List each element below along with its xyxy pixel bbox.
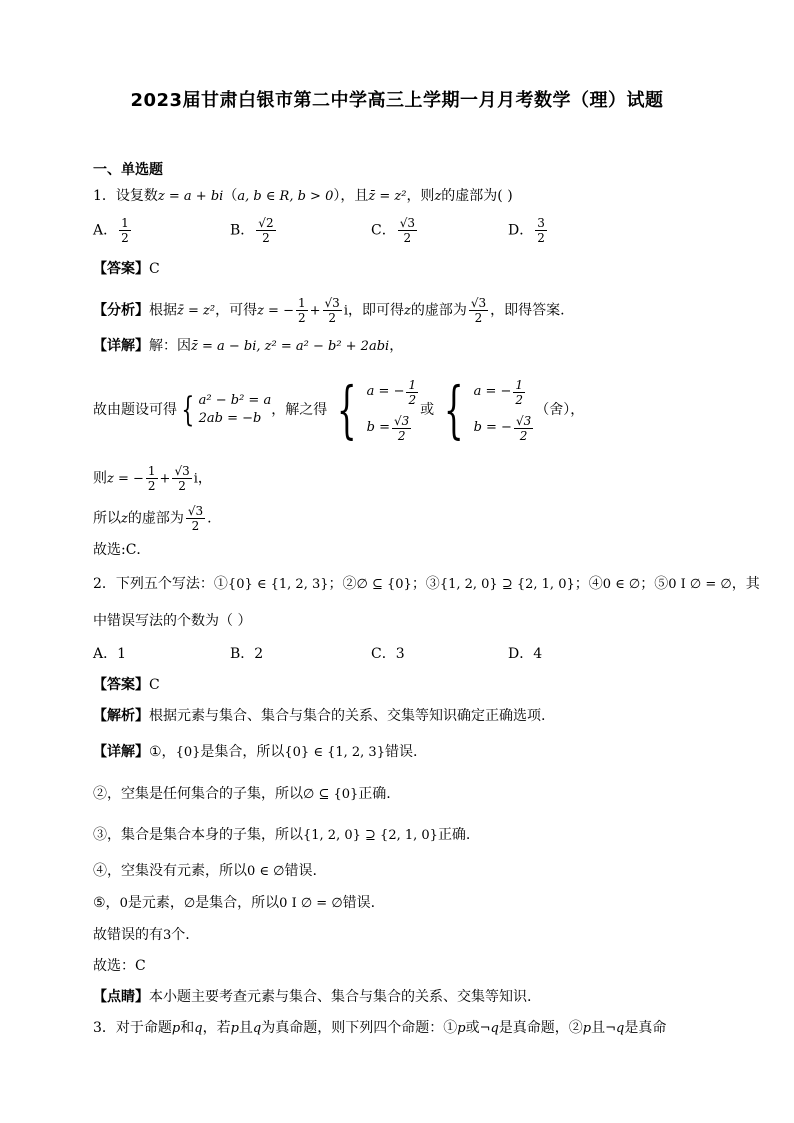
denominator: 2 (397, 428, 406, 443)
text: 个. (171, 927, 190, 943)
math-var: p (230, 1021, 239, 1036)
denominator: 2 (262, 231, 270, 245)
math-expr: {0} (175, 745, 201, 760)
page-title: 2023届甘肃白银市第二中学高三上学期一月月考数学（理）试题 (130, 90, 664, 111)
text: ；③ (411, 576, 440, 592)
fraction (398, 216, 417, 245)
fraction (406, 378, 418, 407)
fraction (514, 414, 533, 443)
math-expr: z̄ = a − bi, z² = a² − b² + 2abi (191, 339, 390, 354)
system-row: a² − b² = a (198, 393, 272, 408)
question-2-detail-1 (93, 743, 417, 762)
brace: { (443, 373, 464, 446)
question-2-detail-3 (93, 826, 470, 845)
denominator: 2 (297, 311, 306, 325)
numerator: 1 (121, 216, 129, 230)
text: ；⑤ (640, 576, 669, 592)
math-expr: {0} ∈ {1, 2, 3} (284, 745, 385, 760)
text: 的虚部为 (410, 302, 467, 319)
text: 故错误的有 (93, 927, 163, 943)
fraction (392, 414, 411, 443)
answer-tag: 【答案】 (93, 677, 149, 693)
solution-system-2 (434, 374, 535, 446)
option-label: A． (93, 222, 118, 239)
math-expr: a = − (366, 384, 405, 399)
math-expr: 0 I ∅ = ∅ (668, 577, 732, 592)
denominator: 2 (519, 428, 528, 443)
math-expr: z = − (107, 471, 144, 487)
denominator: 2 (121, 231, 129, 245)
math-expr: a = − (473, 384, 512, 399)
math-expr: ∅ ⊆ {0} (356, 577, 412, 592)
math-expr: 0 ∈ ∅ (602, 577, 641, 592)
option-d (508, 216, 549, 245)
text: ，若 (202, 1020, 231, 1036)
math-expr: {1, 2, 0} ⊇ {2, 1, 0} (439, 577, 575, 592)
question-1-detail (93, 337, 403, 356)
analysis-tag: 【分析】 (93, 302, 149, 319)
system-row (474, 410, 536, 446)
denominator: 2 (328, 311, 336, 325)
numerator: √3 (394, 413, 410, 428)
option-label: B． (230, 222, 255, 239)
system-row (474, 374, 536, 410)
numerator: 3 (537, 216, 545, 230)
text: 是元素， (127, 895, 184, 911)
option-d: D．4 (508, 646, 543, 662)
question-2-detail-2 (93, 785, 391, 804)
text: 根据 (149, 302, 177, 319)
math-expr: ¬q (605, 1021, 625, 1036)
math-var: p (457, 1021, 466, 1036)
math-var: i (343, 303, 348, 319)
math-var: i (193, 471, 198, 487)
fraction (513, 378, 525, 407)
fraction (172, 464, 191, 493)
system-rows (367, 374, 420, 446)
denominator: 2 (191, 519, 200, 533)
text: ），且 (333, 188, 369, 204)
fraction (296, 296, 308, 325)
question-1-detail-systems (93, 372, 584, 448)
text: ，则 (406, 188, 435, 204)
text: 为真命题，则下列四个命题：① (261, 1020, 458, 1036)
numerator: 1 (515, 377, 524, 392)
answer-tag: 【答案】 (93, 261, 149, 277)
denominator: 2 (403, 231, 412, 245)
text: 本小题主要考查元素与集合、集合与集合的关系、交集等知识. (149, 989, 532, 1005)
text: 3．对于命题 (93, 1020, 172, 1036)
math-expr: z = a + bi (157, 189, 224, 204)
system-row (367, 410, 420, 446)
text: （ (223, 188, 238, 204)
math-expr: a, b ∈ R, b > 0 (237, 189, 334, 204)
question-2-remark (93, 988, 531, 1006)
question-2-detail-5 (93, 894, 375, 913)
question-1-stem (93, 187, 513, 206)
numerator: √3 (187, 504, 204, 518)
denominator: 2 (537, 231, 545, 245)
question-2-analysis (93, 707, 545, 725)
math-var: z (121, 511, 128, 527)
numerator: √3 (399, 216, 415, 230)
option-c: C．3 (371, 646, 405, 662)
text: ①， (149, 744, 176, 760)
text: 1．设复数 (93, 188, 158, 204)
question-2-conclusion (93, 926, 190, 945)
system-row (367, 374, 420, 410)
question-2-choice: 故选：C (93, 958, 146, 974)
brace: { (181, 390, 195, 430)
denominator: 2 (474, 311, 483, 325)
text: 是真命题，② (498, 1020, 583, 1036)
text: 是真命 (624, 1020, 667, 1036)
answer-value: C (149, 677, 160, 693)
system-rows (199, 392, 272, 428)
numerator: √3 (470, 296, 487, 310)
remark-tag: 【点睛】 (93, 989, 149, 1005)
math-expr: z = − (257, 303, 294, 319)
math-expr: ∅ ⊆ {0} (303, 787, 359, 802)
fraction (469, 296, 488, 325)
math-expr: b = (366, 420, 391, 435)
question-1-choice: 故选:C． (93, 542, 151, 558)
math-expr: {0} ∈ {1, 2, 3} (227, 577, 329, 592)
answer-value: C (149, 261, 160, 277)
math-var: p (582, 1021, 592, 1036)
fraction (186, 504, 205, 533)
text: ；② (328, 576, 357, 592)
question-1-answer (93, 260, 160, 278)
math-var: p (171, 1021, 181, 1036)
question-1-detail-imag (93, 504, 212, 533)
math-expr: b = − (473, 420, 512, 435)
question-2-detail-4 (93, 862, 317, 881)
math-var: q (194, 1021, 203, 1036)
math-op: + (309, 303, 321, 319)
question-2-stem (93, 575, 760, 594)
option-label: D． (508, 222, 534, 239)
question-1-detail-z (93, 464, 212, 493)
text: 或 (420, 402, 435, 418)
text: 且 (238, 1020, 253, 1036)
math-var: z (403, 303, 411, 319)
text: 所以 (93, 510, 121, 527)
text: ，即得答案. (490, 302, 565, 319)
analysis-tag: 【解析】 (93, 708, 149, 724)
denominator: 2 (408, 392, 417, 407)
text: 的虚部为( ) (441, 188, 513, 204)
text: （舍）， (535, 402, 585, 418)
option-a: A．1 (93, 646, 127, 662)
numerator: 1 (408, 377, 417, 392)
fraction (146, 464, 158, 493)
numerator: √3 (174, 464, 190, 478)
denominator: 2 (147, 479, 156, 493)
math-expr: ∅ (183, 896, 196, 911)
text: ， (197, 470, 212, 487)
math-expr: 0 (119, 896, 128, 911)
text: 根据元素与集合、集合与集合的关系、交集等知识确定正确选项. (149, 708, 546, 724)
text: 故由题设可得 (93, 402, 177, 418)
solution-system-1 (327, 374, 420, 446)
text: . (207, 510, 212, 527)
text: ，解之得 (271, 402, 328, 418)
math-expr: 0 I ∅ = ∅ (279, 896, 343, 911)
fraction (119, 216, 131, 245)
numerator: √3 (324, 296, 340, 310)
equation-system (177, 392, 271, 428)
numerator: √2 (258, 216, 274, 230)
text: ③，集合是集合本身的子集，所以 (93, 827, 303, 843)
math-number: 3 (163, 928, 172, 943)
text: 解：因 (149, 338, 191, 354)
text: ②，空集是任何集合的子集，所以 (93, 786, 303, 802)
system-row: 2ab = −b (198, 411, 262, 426)
detail-tag: 【详解】 (93, 338, 149, 354)
section-heading: 一、单选题 (93, 162, 163, 178)
math-var: z (434, 189, 442, 204)
text: 2．下列五个写法：① (93, 576, 228, 592)
question-3-stem (93, 1019, 666, 1038)
text: ④，空集没有元素，所以 (93, 863, 247, 879)
math-expr: 0 ∈ ∅ (247, 864, 285, 879)
option-b (230, 216, 278, 245)
denominator: 2 (515, 392, 524, 407)
text: 错误. (284, 863, 317, 879)
math-op: + (159, 471, 171, 487)
math-expr: z̄ = z² (177, 303, 216, 319)
text: 错误. (384, 744, 418, 760)
denominator: 2 (178, 479, 186, 493)
numerator: √3 (515, 413, 532, 428)
option-a (93, 216, 133, 245)
text: ⑤， (93, 895, 120, 911)
question-1-analysis (93, 296, 565, 325)
text: 错误. (342, 895, 376, 911)
math-expr: {1, 2, 0} ⊇ {2, 1, 0} (303, 828, 438, 843)
text: ， (389, 338, 404, 354)
text: ，即可得 (347, 302, 404, 319)
question-2-answer (93, 676, 160, 694)
text: 或 (465, 1020, 480, 1036)
math-var: q (252, 1021, 262, 1036)
text: 且 (591, 1020, 606, 1036)
option-b: B．2 (230, 646, 264, 662)
detail-tag: 【详解】 (93, 744, 149, 760)
question-2-stem-cont: 中错误写法的个数为（ ） (93, 613, 252, 629)
fraction (256, 216, 275, 245)
math-expr: z̄ = z² (368, 189, 407, 204)
system-rows (474, 374, 536, 446)
brace: { (337, 373, 357, 446)
text: 是集合，所以 (200, 744, 285, 760)
text: 的虚部为 (127, 510, 184, 527)
text: ；④ (574, 576, 603, 592)
text: 和 (180, 1020, 195, 1036)
text: 是集合，所以 (195, 895, 280, 911)
text: 正确. (358, 786, 391, 802)
fraction (323, 296, 342, 325)
text: ，其 (731, 576, 760, 592)
text: 则 (93, 470, 107, 487)
text: 正确. (437, 827, 471, 843)
numerator: 1 (147, 464, 156, 478)
fraction (535, 216, 547, 245)
text: ，可得 (215, 302, 258, 319)
option-label: C． (371, 222, 396, 239)
option-c (371, 216, 419, 245)
numerator: 1 (297, 296, 306, 310)
math-expr: ¬q (479, 1021, 499, 1036)
